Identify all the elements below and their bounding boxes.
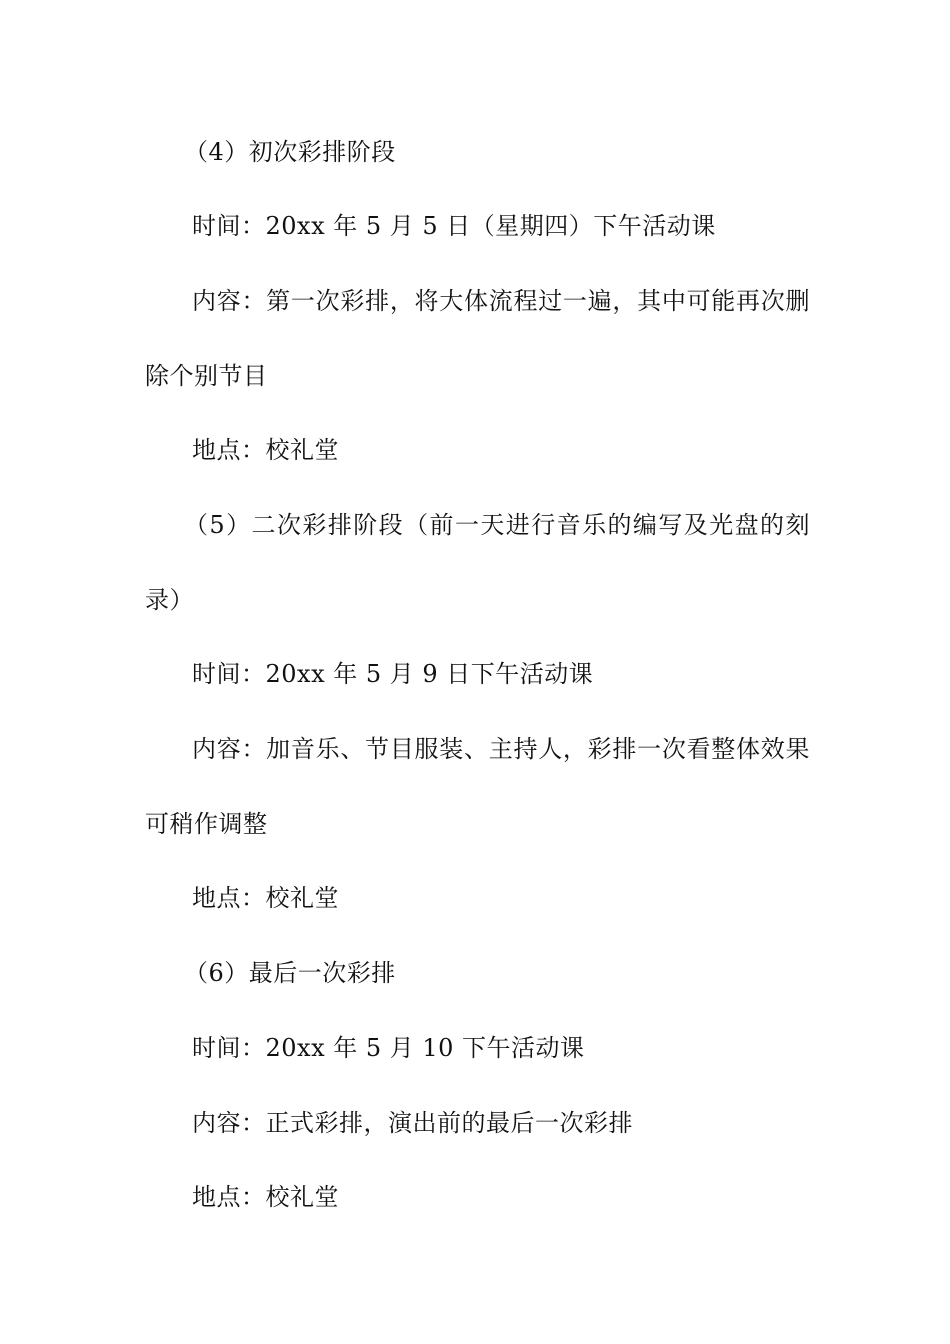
section-5-place: 地点：校礼堂 bbox=[192, 884, 339, 912]
section-4-content-line-1: 内容：第一次彩排，将大体流程过一遍，其中可能再次删 bbox=[192, 287, 810, 315]
section-4-time: 时间：20xx 年 5 月 5 日（星期四）下午活动课 bbox=[192, 212, 716, 240]
section-5-content-line-2: 可稍作调整 bbox=[145, 810, 268, 838]
section-5-content-line-1: 内容：加音乐、节目服装、主持人，彩排一次看整体效果 bbox=[192, 735, 810, 763]
section-4-heading: （4）初次彩排阶段 bbox=[184, 138, 396, 166]
section-5-heading-line-2: 录） bbox=[145, 586, 194, 614]
section-6-heading: （6）最后一次彩排 bbox=[184, 959, 396, 987]
section-5-heading-line-1: （5）二次彩排阶段（前一天进行音乐的编写及光盘的刻 bbox=[184, 511, 810, 539]
section-5-time: 时间：20xx 年 5 月 9 日下午活动课 bbox=[192, 660, 594, 688]
section-6-time: 时间：20xx 年 5 月 10 下午活动课 bbox=[192, 1034, 585, 1062]
section-4-content-line-2: 除个别节目 bbox=[145, 362, 268, 390]
section-6-content: 内容：正式彩排，演出前的最后一次彩排 bbox=[192, 1109, 633, 1137]
section-6-place: 地点：校礼堂 bbox=[192, 1183, 339, 1211]
section-4-place: 地点：校礼堂 bbox=[192, 436, 339, 464]
